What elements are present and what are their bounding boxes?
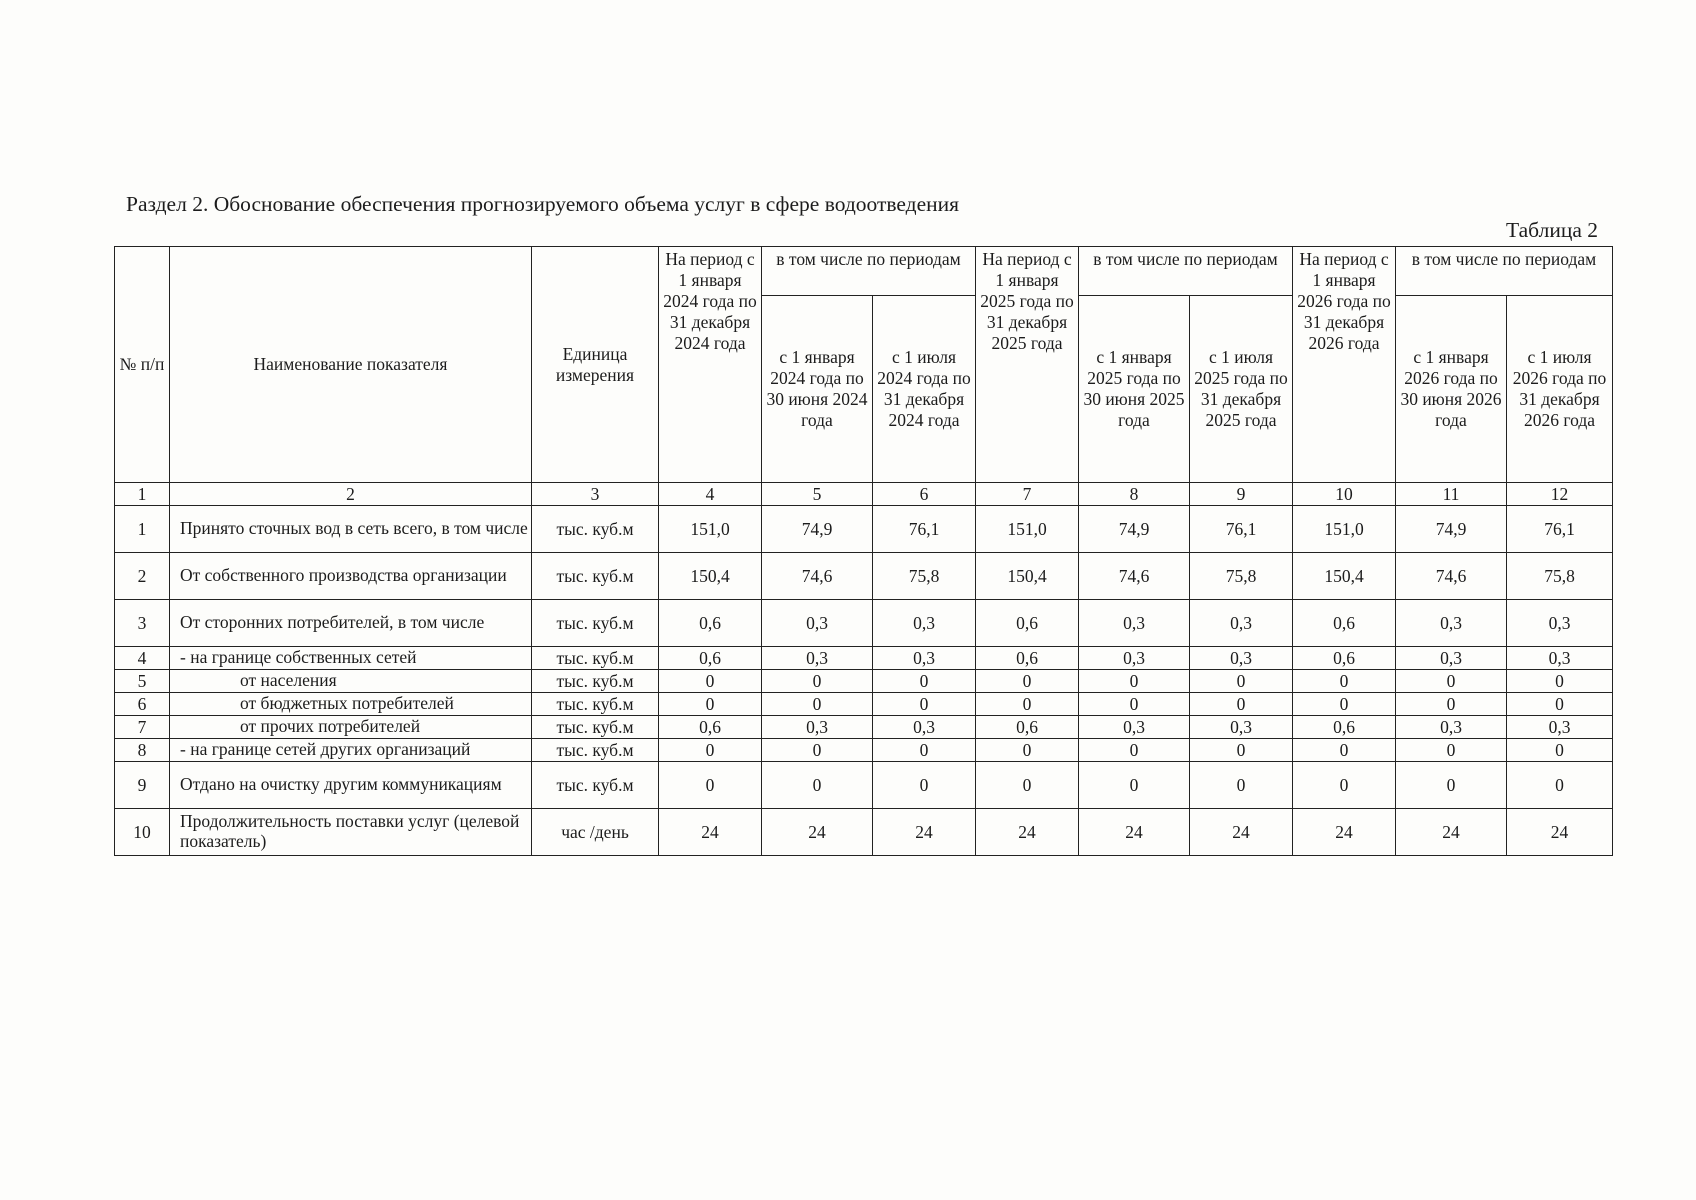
cell-value: 151,0 (1293, 506, 1396, 553)
cell-value: 0 (659, 762, 762, 809)
table-row (115, 600, 1613, 647)
table-row (115, 693, 1613, 716)
cell-value: 0 (1507, 762, 1613, 809)
cell-value: 0,6 (976, 600, 1079, 647)
cell-value: 0,3 (1396, 647, 1507, 670)
cell-value: 0 (1507, 693, 1613, 716)
table-row (115, 670, 1613, 693)
row-unit: тыс. куб.м (532, 553, 659, 600)
cell-value: 0 (1079, 693, 1190, 716)
column-number: 11 (1396, 483, 1507, 506)
cell-value: 24 (1396, 809, 1507, 856)
column-number: 1 (115, 483, 170, 506)
cell-value: 0 (1190, 762, 1293, 809)
cell-value: 0 (659, 670, 762, 693)
cell-value: 0 (1507, 739, 1613, 762)
header-h1-2025: с 1 января 2025 года по 30 июня 2025 года (1079, 296, 1190, 483)
table-row (115, 553, 1613, 600)
cell-value: 0,3 (1079, 716, 1190, 739)
cell-value: 0 (1079, 670, 1190, 693)
cell-value: 74,9 (762, 506, 873, 553)
cell-value: 0 (1396, 762, 1507, 809)
row-number: 1 (115, 506, 170, 553)
cell-value: 0,6 (1293, 716, 1396, 739)
cell-value: 0 (762, 670, 873, 693)
cell-value: 0 (976, 670, 1079, 693)
cell-value: 74,6 (762, 553, 873, 600)
column-number: 4 (659, 483, 762, 506)
header-h2-2026: с 1 июля 2026 года по 31 декабря 2026 года (1507, 296, 1613, 483)
cell-value: 0,3 (1079, 647, 1190, 670)
column-number: 9 (1190, 483, 1293, 506)
cell-value: 0,6 (976, 716, 1079, 739)
cell-value: 0,3 (1507, 600, 1613, 647)
cell-value: 0 (762, 739, 873, 762)
column-number: 3 (532, 483, 659, 506)
cell-value: 0 (1190, 670, 1293, 693)
cell-value: 150,4 (659, 553, 762, 600)
table-row (115, 739, 1613, 762)
cell-value: 0,3 (762, 600, 873, 647)
column-number: 5 (762, 483, 873, 506)
header-num: № п/п (115, 247, 170, 483)
header-unit: Единица измерения (532, 247, 659, 483)
cell-value: 24 (1507, 809, 1613, 856)
cell-value: 0 (1190, 693, 1293, 716)
cell-value: 75,8 (873, 553, 976, 600)
cell-value: 0 (762, 762, 873, 809)
row-name: От собственного производства организации (170, 553, 532, 600)
column-number: 6 (873, 483, 976, 506)
row-unit: тыс. куб.м (532, 762, 659, 809)
cell-value: 0,3 (1190, 600, 1293, 647)
row-name: Отдано на очистку другим коммуникациям (170, 762, 532, 809)
cell-value: 0 (873, 670, 976, 693)
row-number: 10 (115, 809, 170, 856)
cell-value: 0 (1396, 739, 1507, 762)
column-number: 8 (1079, 483, 1190, 506)
cell-value: 24 (1293, 809, 1396, 856)
row-unit: тыс. куб.м (532, 600, 659, 647)
cell-value: 0,3 (1396, 716, 1507, 739)
cell-value: 0 (1396, 670, 1507, 693)
cell-value: 0 (1507, 670, 1613, 693)
cell-value: 76,1 (873, 506, 976, 553)
row-number: 5 (115, 670, 170, 693)
cell-value: 150,4 (1293, 553, 1396, 600)
header-subperiods-2026: в том числе по периодам (1396, 247, 1613, 296)
row-unit: тыс. куб.м (532, 647, 659, 670)
row-unit: тыс. куб.м (532, 716, 659, 739)
cell-value: 150,4 (976, 553, 1079, 600)
cell-value: 0 (1293, 739, 1396, 762)
row-number: 3 (115, 600, 170, 647)
cell-value: 0,6 (1293, 647, 1396, 670)
cell-value: 0,6 (659, 600, 762, 647)
cell-value: 0,3 (762, 716, 873, 739)
row-number: 8 (115, 739, 170, 762)
cell-value: 0,3 (762, 647, 873, 670)
column-number: 7 (976, 483, 1079, 506)
header-period-2025: На период с 1 января 2025 года по 31 декабря 2025 года (976, 247, 1079, 483)
cell-value: 0,3 (873, 716, 976, 739)
cell-value: 24 (659, 809, 762, 856)
cell-value: 0 (1079, 762, 1190, 809)
cell-value: 0,3 (873, 600, 976, 647)
row-unit: тыс. куб.м (532, 739, 659, 762)
table-row (115, 716, 1613, 739)
cell-value: 0,6 (976, 647, 1079, 670)
header-subperiods-2025: в том числе по периодам (1079, 247, 1293, 296)
cell-value: 0,3 (1507, 716, 1613, 739)
row-unit: тыс. куб.м (532, 506, 659, 553)
cell-value: 75,8 (1190, 553, 1293, 600)
row-number: 4 (115, 647, 170, 670)
cell-value: 0 (659, 739, 762, 762)
cell-value: 76,1 (1190, 506, 1293, 553)
row-number: 6 (115, 693, 170, 716)
row-name: Продолжительность поставки услуг (целевой показатель) (170, 809, 532, 856)
cell-value: 151,0 (659, 506, 762, 553)
cell-value: 24 (873, 809, 976, 856)
table-row (115, 809, 1613, 856)
cell-value: 0,3 (1396, 600, 1507, 647)
cell-value: 0,3 (1507, 647, 1613, 670)
header-h1-2024: с 1 января 2024 года по 30 июня 2024 года (762, 296, 873, 483)
cell-value: 24 (1079, 809, 1190, 856)
cell-value: 0,3 (1190, 716, 1293, 739)
table-row (115, 647, 1613, 670)
cell-value: 0 (1293, 670, 1396, 693)
row-number: 2 (115, 553, 170, 600)
header-h1-2026: с 1 января 2026 года по 30 июня 2026 года (1396, 296, 1507, 483)
cell-value: 24 (1190, 809, 1293, 856)
cell-value: 0,3 (1190, 647, 1293, 670)
cell-value: 75,8 (1507, 553, 1613, 600)
cell-value: 76,1 (1507, 506, 1613, 553)
cell-value: 0 (976, 739, 1079, 762)
row-number: 9 (115, 762, 170, 809)
cell-value: 0 (873, 762, 976, 809)
header-period-2024: На период с 1 января 2024 года по 31 декабря 2024 года (659, 247, 762, 483)
cell-value: 74,9 (1079, 506, 1190, 553)
cell-value: 0,6 (1293, 600, 1396, 647)
row-unit: тыс. куб.м (532, 670, 659, 693)
row-number: 7 (115, 716, 170, 739)
cell-value: 0 (1079, 739, 1190, 762)
cell-value: 0 (1396, 693, 1507, 716)
header-h2-2024: с 1 июля 2024 года по 31 декабря 2024 года (873, 296, 976, 483)
page-title: Раздел 2. Обоснование обеспечения прогнозируемого объема услуг в сфере водоотведения (126, 192, 960, 216)
header-h2-2025: с 1 июля 2025 года по 31 декабря 2025 года (1190, 296, 1293, 483)
cell-value: 0 (1293, 762, 1396, 809)
cell-value: 151,0 (976, 506, 1079, 553)
cell-value: 0 (873, 739, 976, 762)
header-period-2026: На период с 1 января 2026 года по 31 декабря 2026 года (1293, 247, 1396, 483)
row-name: от прочих потребителей (170, 716, 532, 739)
row-name: От сторонних потребителей, в том числе (170, 600, 532, 647)
table-row (115, 506, 1613, 553)
row-name: Принято сточных вод в сеть всего, в том числе (170, 506, 532, 553)
cell-value: 74,9 (1396, 506, 1507, 553)
column-number: 2 (170, 483, 532, 506)
cell-value: 24 (762, 809, 873, 856)
row-name: от населения (170, 670, 532, 693)
cell-value: 0 (762, 693, 873, 716)
header-subperiods-2024: в том числе по периодам (762, 247, 976, 296)
column-number: 12 (1507, 483, 1613, 506)
cell-value: 74,6 (1396, 553, 1507, 600)
header-name: Наименование показателя (170, 247, 532, 483)
row-name: - на границе собственных сетей (170, 647, 532, 670)
forecast-table (114, 246, 1613, 856)
cell-value: 0 (659, 693, 762, 716)
cell-value: 74,6 (1079, 553, 1190, 600)
cell-value: 0 (976, 762, 1079, 809)
cell-value: 0,3 (1079, 600, 1190, 647)
cell-value: 0,3 (873, 647, 976, 670)
table-caption: Таблица 2 (1506, 218, 1598, 242)
row-unit: час /день (532, 809, 659, 856)
cell-value: 0,6 (659, 716, 762, 739)
cell-value: 0 (1293, 693, 1396, 716)
cell-value: 24 (976, 809, 1079, 856)
row-name: - на границе сетей других организаций (170, 739, 532, 762)
row-unit: тыс. куб.м (532, 693, 659, 716)
row-name: от бюджетных потребителей (170, 693, 532, 716)
column-number: 10 (1293, 483, 1396, 506)
cell-value: 0,6 (659, 647, 762, 670)
cell-value: 0 (873, 693, 976, 716)
cell-value: 0 (976, 693, 1079, 716)
cell-value: 0 (1190, 739, 1293, 762)
table-row (115, 762, 1613, 809)
